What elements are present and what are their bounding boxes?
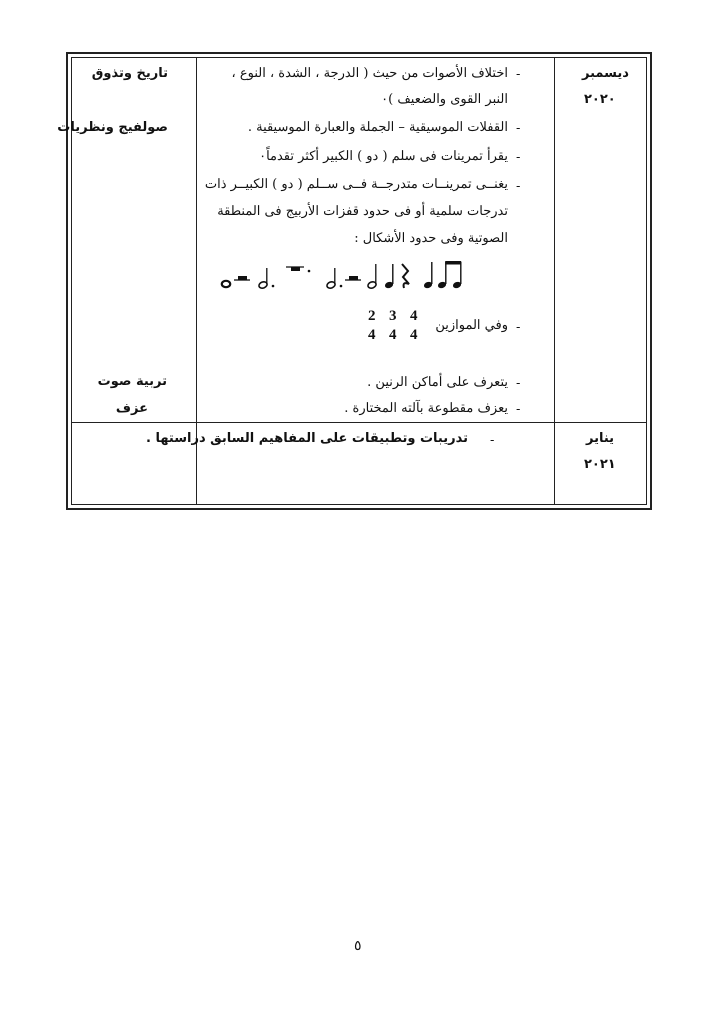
month-january: يناير <box>586 431 615 446</box>
time-signature-top: 4 <box>410 308 418 324</box>
time-signature-bottom: 4 <box>410 327 418 343</box>
bullet-dash: - <box>516 179 521 194</box>
content-line: يتعرف على أماكن الرنين . <box>367 375 508 390</box>
content-line: القفلات الموسيقية – الجملة والعبارة الموسيقية . <box>247 120 508 135</box>
content-line: النبر القوى والضعيف )٠ <box>381 92 508 107</box>
subject-solfege-theory: صولفيج ونظريات <box>57 120 168 135</box>
eighth-notes-icon <box>437 261 462 289</box>
bullet-dash: - <box>516 402 521 417</box>
content-line: وفي الموازين <box>435 318 508 333</box>
content-line: اختلاف الأصوات من حيث ( الدرجة ، الشدة ، النوع ، <box>231 66 508 81</box>
row-divider <box>72 422 646 423</box>
quarter-note-icon <box>384 264 394 289</box>
whole-rest-icon <box>286 267 310 272</box>
month-december: ديسمبر <box>582 66 629 81</box>
whole-note-icon <box>222 281 230 287</box>
content-line: يقرأ تمرينات فى سلم ( دو ) الكبير أكثر تقدماً٠ <box>259 149 508 164</box>
music-notation-figure <box>214 256 474 294</box>
half-rest-icon <box>345 276 361 280</box>
subject-voice-training: تربية صوت <box>97 374 167 389</box>
time-signature-top: 2 <box>368 308 376 324</box>
content-line: الصوتية وفى حدود الأشكال : <box>354 231 508 246</box>
content-line: تدريبات وتطبيقات على المفاهيم السابق دراستها . <box>146 431 468 446</box>
time-signature-bottom: 4 <box>389 327 397 343</box>
content-line: يعزف مقطوعة بآلته المختارة . <box>344 401 508 416</box>
quarter-rest-icon <box>402 264 409 288</box>
bullet-dash: - <box>490 433 495 448</box>
subject-history-appreciation: تاريخ وتذوق <box>91 66 168 81</box>
time-signature-bottom: 4 <box>368 327 376 343</box>
column-divider-month <box>554 58 555 504</box>
content-line: تدرجات سلمية أو فى حدود قفزات الأربيج فى المنطقة <box>217 204 508 219</box>
content-line: يغنــى تمرينــات متدرجــة فــى ســلم ( دو ) الكبيــر ذات <box>204 177 508 192</box>
bullet-dash: - <box>516 376 521 391</box>
page-number: ٥ <box>354 938 362 954</box>
bullet-dash: - <box>516 67 521 82</box>
half-note-icon <box>367 264 377 289</box>
time-signature-top: 3 <box>389 308 397 324</box>
quarter-note-icon <box>423 262 433 289</box>
bullet-dash: - <box>516 150 521 165</box>
dotted-half-note-icon <box>258 268 274 289</box>
bullet-dash: - <box>516 320 521 335</box>
year-2021: ٢٠٢١ <box>584 457 616 472</box>
dotted-half-note-icon <box>326 268 342 289</box>
subject-instrument: عزف <box>115 401 148 416</box>
year-2020: ٢٠٢٠ <box>584 92 616 107</box>
bullet-dash: - <box>516 121 521 136</box>
